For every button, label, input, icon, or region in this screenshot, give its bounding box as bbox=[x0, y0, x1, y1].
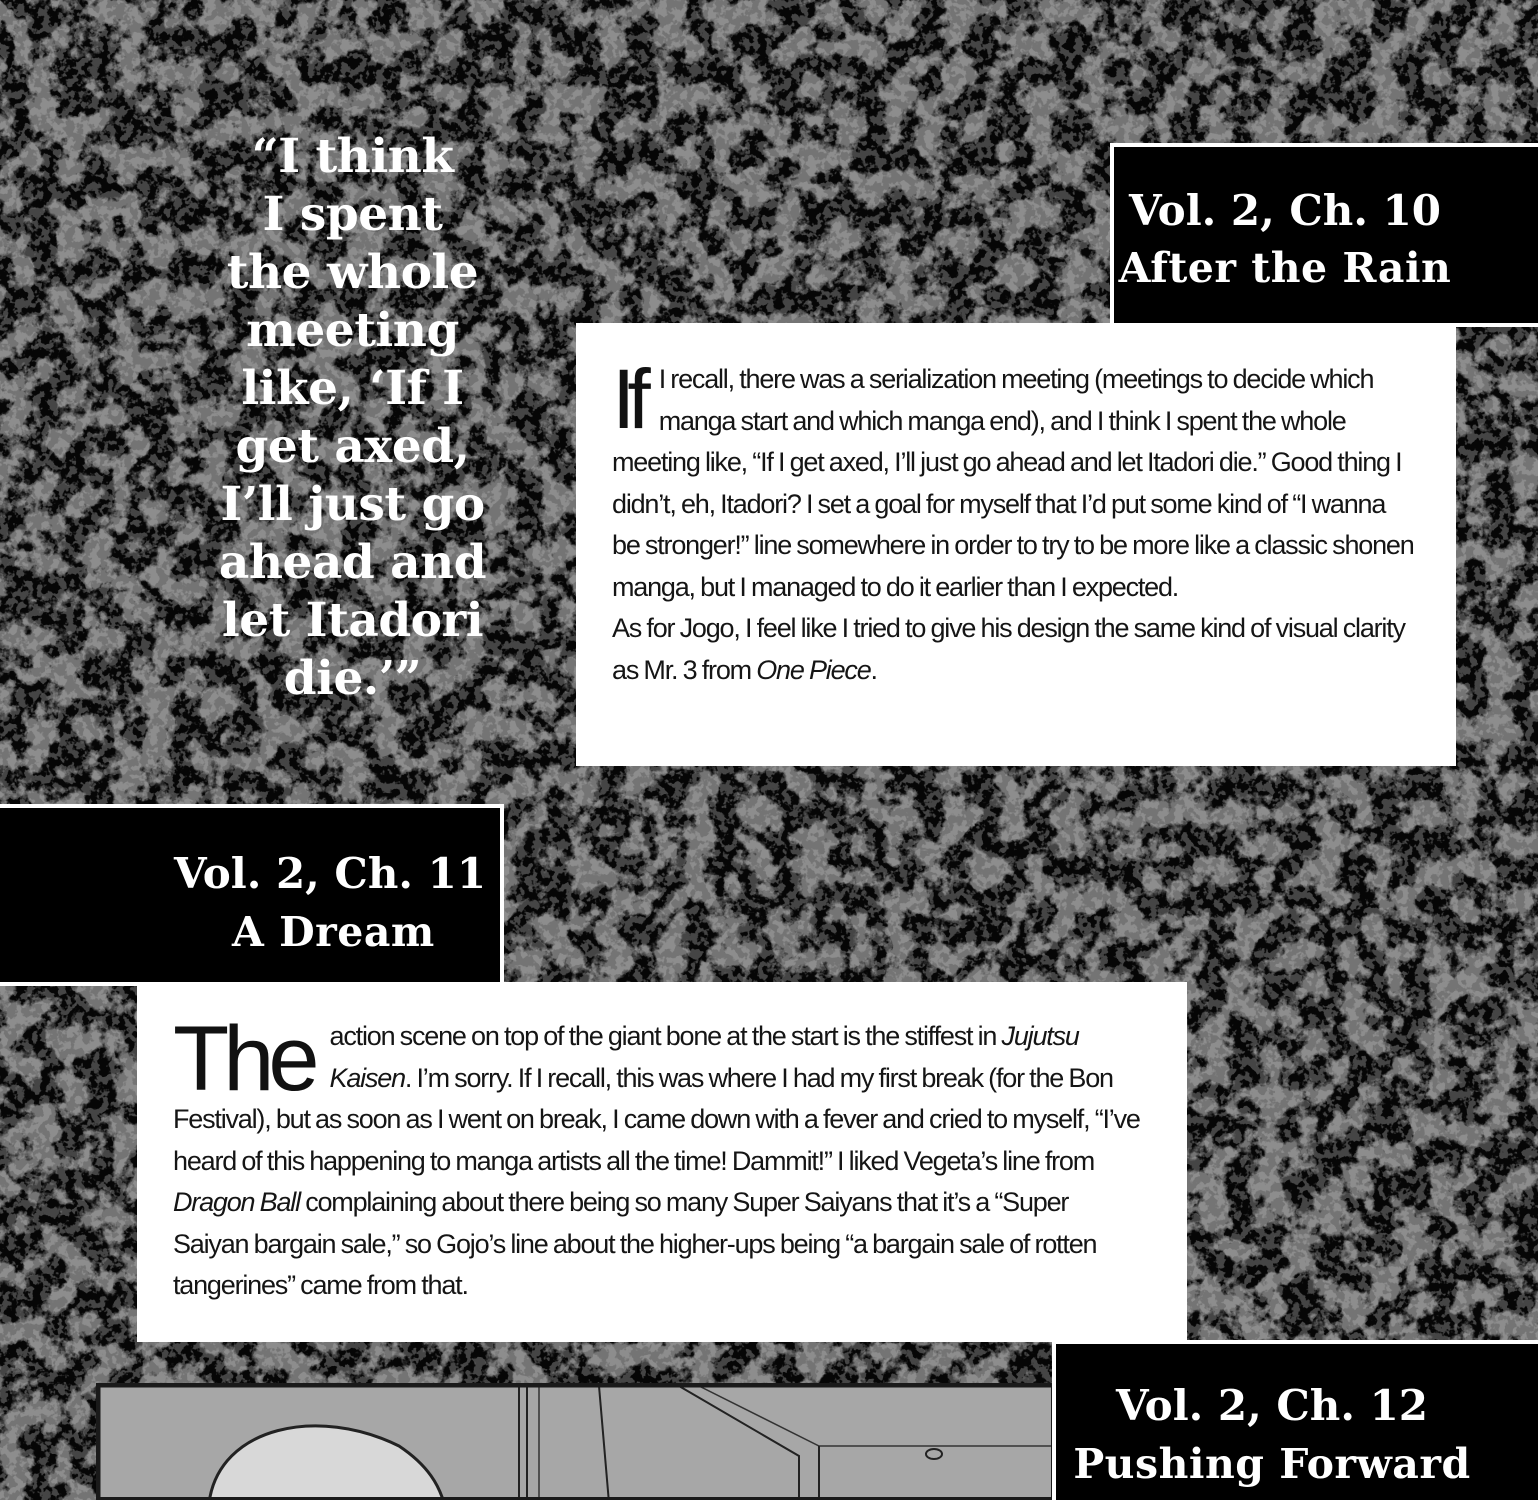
pull-quote bbox=[200, 128, 505, 708]
chapter-11-commentary bbox=[137, 982, 1187, 1342]
pull-quote-line: I’ll just go bbox=[220, 477, 485, 532]
pull-quote-line: let Itadori bbox=[221, 593, 484, 648]
drop-cap: If bbox=[612, 352, 643, 446]
pull-quote-line: meeting bbox=[246, 303, 459, 358]
chapter-10-commentary bbox=[576, 323, 1456, 766]
pull-quote-line: the whole bbox=[226, 245, 479, 300]
commentary-paragraph: I recall, there was a serialization meeting (meetings to decide which manga start and which manga end), and I think I spent the whole meeting like, “If I get axed, I’ll just go ahead and let Itadori die.” Good thing I didn’t, eh, Itadori? I set a goal for myself that I’d put some kind of “I wanna be stronger!” line somewhere in order to try to be more like a classic shonen manga, but I managed to do it earlier than I expected. bbox=[612, 364, 1414, 602]
chapter-title: Pushing Forward bbox=[1073, 1440, 1471, 1488]
commentary-paragraph: action scene on top of the giant bone at the start is the stiffest in Jujutsu Kaisen. I’m sorry. If I recall, this was where I had my first break (for the Bon Festival), but as soon as I went on break, I came down with a fever and cried to myself, “I’ve heard of this happening to manga artists all the time! Dammit!” I liked Vegeta’s line from Dragon Ball complaining about there being so many Super Saiyans that it’s a “Super Saiyan bargain sale,” so Gojo’s line about the higher-ups being “a bargain sale of rotten tangerines” came from that. bbox=[173, 1021, 1140, 1300]
chapter-number: Vol. 2, Ch. 10 bbox=[1128, 186, 1442, 235]
chapter-title: A Dream bbox=[232, 908, 435, 956]
pull-quote-line: ahead and bbox=[218, 535, 487, 590]
chapter-number: Vol. 2, Ch. 11 bbox=[174, 849, 487, 898]
chapter-11-heading bbox=[0, 804, 504, 986]
pull-quote-line: get axed, bbox=[235, 419, 470, 474]
manga-art-lines bbox=[99, 1386, 1054, 1500]
manga-panel-art bbox=[96, 1383, 1054, 1500]
chapter-title: After the Rain bbox=[1118, 244, 1452, 292]
chapter-number: Vol. 2, Ch. 12 bbox=[1115, 1381, 1429, 1430]
drop-cap: The bbox=[173, 1008, 314, 1110]
commentary-paragraph: As for Jogo, I feel like I tried to give his design the same kind of visual clarity as Mr. 3 from One Piece. bbox=[612, 613, 1405, 685]
pull-quote-line: die.’” bbox=[283, 651, 422, 706]
chapter-12-heading bbox=[1052, 1340, 1538, 1500]
pull-quote-line: like, ‘If I bbox=[241, 361, 464, 416]
pull-quote-line: I spent bbox=[262, 187, 443, 242]
pull-quote-line: “I think bbox=[251, 129, 454, 184]
chapter-10-heading bbox=[1110, 143, 1538, 327]
